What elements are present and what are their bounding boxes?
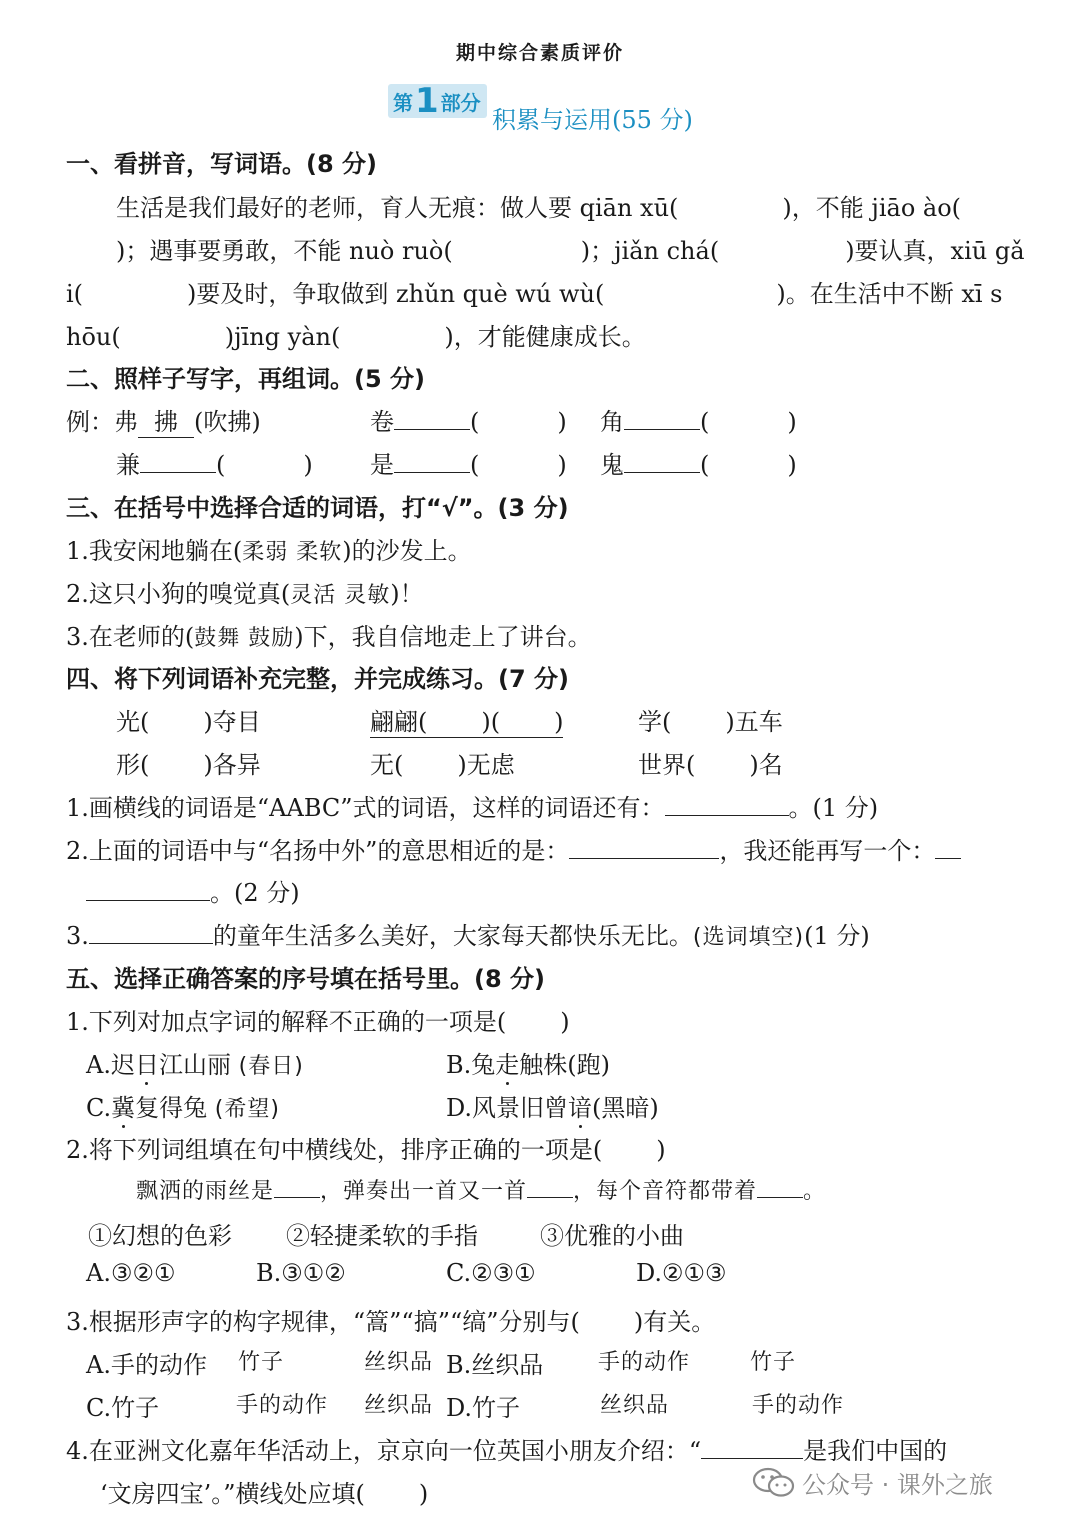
- part-badge: [388, 81, 487, 121]
- s4-question-2: [66, 831, 961, 866]
- s5-q2-option-a: A.③②①: [86, 1259, 176, 1287]
- s4-text: (1 分): [804, 922, 870, 950]
- s2-paren: ): [557, 408, 567, 436]
- s4-text: )各异: [203, 751, 261, 779]
- s4-text: 。(2 分): [210, 879, 300, 907]
- section-1-heading: 一、看拼音，写词语。(8 分): [66, 150, 377, 178]
- s5-text: 3.根据形声字的构字规律，“篙”“搞”“缟”分别与(: [66, 1308, 580, 1336]
- s5-dotted-char: 冀: [111, 1094, 136, 1122]
- s4-text: )(: [481, 708, 501, 736]
- s5-text: )有关。: [633, 1308, 716, 1336]
- s1-text: hōu(: [66, 323, 121, 351]
- s3-text: )的沙发上。: [342, 537, 472, 565]
- s5-q3-a1: A.手的动作: [86, 1351, 207, 1379]
- s1-text: )；遇事要勇敢，不能 nuò ruò(: [116, 237, 453, 265]
- s1-text: )；jiǎn chá(: [580, 237, 720, 265]
- s5-q2-sentence: [136, 1174, 826, 1205]
- s4-word-2-underlined: [370, 702, 563, 738]
- s1-text: )，才能健康成长。: [444, 323, 646, 351]
- s2-paren: (: [470, 451, 480, 479]
- s1-text: )jīng yàn(: [224, 323, 341, 351]
- s4-text: 。(1 分): [788, 794, 879, 822]
- s5-q2-phrase-2: ②轻捷柔软的手指: [286, 1222, 478, 1250]
- s2-example-char: 拂: [138, 402, 194, 438]
- s5-text: 复得兔: [135, 1094, 208, 1122]
- s5-q1-option-b: [446, 1045, 610, 1080]
- s3-question-3: [66, 617, 592, 652]
- s5-text: A.迟: [86, 1051, 135, 1079]
- s4-text: )五车: [725, 708, 783, 736]
- s5-sentence-text: ，每个音符都带着: [573, 1179, 758, 1204]
- s5-text: (黑暗): [592, 1094, 659, 1122]
- s2-paren: ): [303, 451, 313, 479]
- s4-word-6: [638, 745, 783, 780]
- s4-text: 无(: [370, 751, 404, 779]
- s2-item-2: [600, 402, 797, 437]
- s5-text: 是我们中国的: [803, 1437, 948, 1465]
- s3-options: 灵活 灵敏: [290, 583, 391, 608]
- s5-sentence-text: 飘洒的雨丝是: [136, 1179, 275, 1204]
- s1-text: )，不能 jiāo ào(: [782, 194, 962, 222]
- s2-char: 卷: [370, 408, 394, 436]
- s2-paren: ): [787, 451, 797, 479]
- s5-q2-option-c: C.②③①: [446, 1259, 536, 1287]
- s2-paren: ): [787, 408, 797, 436]
- s5-q2-option-b: B.③①②: [256, 1259, 346, 1287]
- s4-text: ，我还能再写一个：: [719, 837, 936, 865]
- s2-item-1: [370, 402, 567, 437]
- s5-q3-b2: 手的动作: [598, 1350, 691, 1375]
- s4-text: ): [554, 708, 564, 736]
- s3-options: 鼓舞 鼓励: [194, 626, 295, 651]
- s5-question-3: [66, 1302, 715, 1337]
- s5-text: 1.下列对加点字词的解释不正确的一项是(: [66, 1008, 507, 1036]
- s3-options: 柔弱 柔软: [242, 540, 343, 565]
- s5-text: 触株(跑): [519, 1051, 610, 1079]
- s1-text: )要及时，争取做到 zhǔn què wú wù(: [187, 280, 605, 308]
- s2-paren: (: [700, 408, 710, 436]
- s2-item-5: [600, 445, 797, 480]
- s5-text: 江山丽: [158, 1051, 231, 1079]
- part-label-post: 部分: [440, 90, 481, 115]
- s1-text: )要认真，xiū gǎ: [845, 237, 1025, 265]
- s5-q3-d1: D.竹子: [446, 1394, 521, 1422]
- s3-text: 2.这只小狗的嗅觉真(: [66, 580, 291, 608]
- s1-line-4: [66, 317, 646, 352]
- s5-text: D.风景旧曾: [446, 1094, 569, 1122]
- s5-sentence-text: 。: [803, 1179, 827, 1204]
- s5-explanation: (希望): [214, 1097, 280, 1122]
- s2-paren: (: [216, 451, 226, 479]
- part-number: 1: [415, 81, 439, 121]
- s4-text: )名: [749, 751, 783, 779]
- s5-q3-d2: 丝织品: [600, 1393, 670, 1418]
- s2-example-prefix: 例：弗: [66, 408, 138, 436]
- section-3-heading: 三、在括号中选择合适的词语，打“√”。(3 分): [66, 494, 569, 522]
- s2-char: 是: [370, 451, 394, 479]
- s3-text: 3.在老师的(: [66, 623, 195, 651]
- s5-q1-option-d: [446, 1088, 659, 1123]
- s1-line-1: [116, 188, 961, 223]
- part-title: 积累与运用(55 分): [492, 106, 693, 134]
- s3-question-1: [66, 531, 472, 566]
- s3-text: 1.我安闲地躺在(: [66, 537, 243, 565]
- s2-paren: (: [470, 408, 480, 436]
- s5-q2-phrase-1: ①幻想的色彩: [88, 1222, 232, 1250]
- s5-text: 4.在亚洲文化嘉年华活动上，京京向一位英国小朋友介绍：“: [66, 1437, 702, 1465]
- s5-q3-c1: C.竹子: [86, 1394, 160, 1422]
- s5-text: ): [656, 1136, 666, 1164]
- s5-q3-b1: B.丝织品: [446, 1351, 544, 1379]
- s5-q2-phrase-3: ③优雅的小曲: [540, 1222, 684, 1250]
- s1-text: )。在生活中不断 xī s: [776, 280, 1003, 308]
- s4-text: 形(: [116, 751, 150, 779]
- document-title: 期中综合素质评价: [455, 42, 624, 64]
- s4-word-5: [370, 745, 515, 780]
- s1-line-2: [116, 231, 1025, 266]
- s4-text: 1.画横线的词语是“AABC”式的词语，这样的词语还有：: [66, 794, 665, 822]
- s5-sentence-text: ，弹奏出一首又一首: [320, 1179, 528, 1204]
- s4-hint: (选词填空): [692, 925, 805, 950]
- s5-text: ): [418, 1480, 429, 1508]
- s5-explanation: (春日): [238, 1054, 304, 1079]
- s5-q1-option-a: [86, 1045, 304, 1080]
- part-label-pre: 第: [393, 90, 413, 115]
- s4-word-3: [638, 702, 783, 737]
- s2-example-word: (吹拂): [194, 408, 261, 436]
- s2-paren: ): [557, 451, 567, 479]
- s5-question-2: [66, 1130, 666, 1165]
- s5-question-4: [66, 1431, 947, 1466]
- s4-text: )无虑: [457, 751, 515, 779]
- watermark: [752, 1465, 993, 1500]
- s2-example: [66, 402, 261, 438]
- s5-question-1: [66, 1002, 570, 1037]
- s5-dotted-char: 走: [495, 1051, 520, 1079]
- s2-char: 鬼: [600, 451, 624, 479]
- s5-question-4-cont: [100, 1474, 428, 1509]
- s5-q3-a3: 丝织品: [364, 1350, 434, 1375]
- s5-text: ‘文房四宝’。”横线处应填(: [100, 1480, 365, 1508]
- section-2-heading: 二、照样子写字，再组词。(5 分): [66, 365, 425, 393]
- s3-text: )！: [390, 580, 424, 608]
- s4-text: 2.上面的词语中与“名扬中外”的意思相近的是：: [66, 837, 570, 865]
- s5-text: ): [560, 1008, 570, 1036]
- s1-line-3: [66, 274, 1002, 309]
- s4-text: 的童年生活多么美好，大家每天都快乐无比。: [212, 922, 693, 950]
- s4-text: 3.: [66, 922, 89, 950]
- s5-text: C.: [86, 1094, 112, 1122]
- s5-q3-c3: 丝织品: [364, 1393, 434, 1418]
- s4-text: 光(: [116, 708, 150, 736]
- s2-item-3: [116, 445, 313, 480]
- s4-text: 学(: [638, 708, 672, 736]
- s4-question-1: [66, 788, 878, 823]
- s4-underlined-word: [370, 702, 563, 738]
- s2-paren: (: [700, 451, 710, 479]
- s1-text: i(: [66, 280, 84, 308]
- s4-word-1: [116, 702, 261, 737]
- s4-text: 世界(: [638, 751, 696, 779]
- s5-q1-option-c: [86, 1088, 280, 1123]
- watermark-text: 公众号 · 课外之旅: [802, 1471, 993, 1499]
- s2-char: 角: [600, 408, 624, 436]
- s2-item-4: [370, 445, 567, 480]
- s5-dotted-char: 日: [134, 1051, 159, 1079]
- section-4-heading: 四、将下列词语补充完整，并完成练习。(7 分): [66, 665, 569, 693]
- s1-text: 生活是我们最好的老师，育人无痕：做人要 qiān xū(: [116, 194, 679, 222]
- s4-text: )夺目: [203, 708, 261, 736]
- s5-q2-option-d: D.②①③: [636, 1259, 727, 1287]
- s3-text: )下，我自信地走上了讲台。: [294, 623, 592, 651]
- s3-question-2: [66, 574, 424, 609]
- s2-char: 兼: [116, 451, 140, 479]
- s5-q3-b3: 竹子: [750, 1350, 797, 1375]
- section-5-heading: 五、选择正确答案的序号填在括号里。(8 分): [66, 965, 545, 993]
- s5-dotted-char: 谙: [568, 1094, 593, 1122]
- s5-q3-d3: 手的动作: [752, 1393, 845, 1418]
- s4-question-2-cont: [86, 873, 300, 908]
- s4-question-3: [66, 916, 870, 951]
- s5-q3-c2: 手的动作: [236, 1393, 329, 1418]
- wechat-icon: [752, 1467, 796, 1499]
- s5-text: B.兔: [446, 1051, 496, 1079]
- s4-text: 翩翩(: [370, 708, 428, 736]
- s5-q3-a2: 竹子: [238, 1350, 285, 1375]
- s5-text: 2.将下列词组填在句中横线处，排序正确的一项是(: [66, 1136, 603, 1164]
- s4-word-4: [116, 745, 261, 780]
